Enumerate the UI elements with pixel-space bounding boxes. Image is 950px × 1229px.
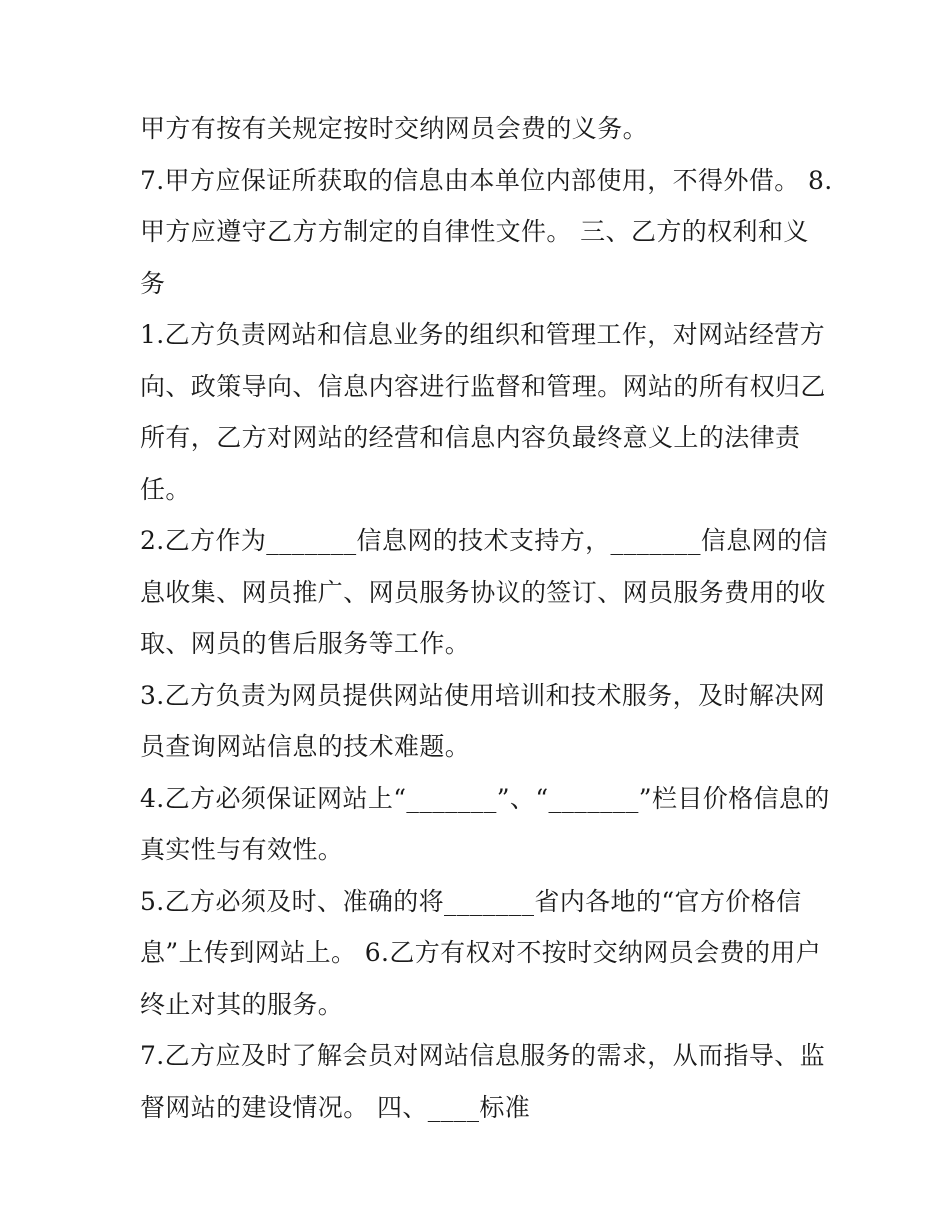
text-line: 取、网员的售后服务等工作。 — [140, 629, 471, 658]
text-line: 务 — [140, 268, 166, 298]
text-line: 7.乙方应及时了解会员对网站信息服务的需求，从而指导、监 — [140, 1041, 826, 1070]
text-line: 4.乙方必须保证网站上“_______”、“_______”栏目价格信息的 — [140, 783, 830, 813]
text-line: 督网站的建设情况。 四、____标准 — [140, 1092, 531, 1122]
text-line: 甲方应遵守乙方方制定的自律性文件。 三、乙方的权利和义 — [140, 217, 809, 246]
text-line: 向、政策导向、信息内容进行监督和管理。网站的所有权归乙 — [140, 371, 826, 401]
text-line: 终止对其的服务。 — [140, 989, 344, 1019]
text-line: 任。 — [140, 474, 191, 504]
text-line: 5.乙方必须及时、准确的将_______省内各地的“官方价格信 — [140, 886, 802, 916]
text-line: 7.甲方应保证所获取的信息由本单位内部使用，不得外借。 8. — [140, 165, 833, 195]
text-line: 息”上传到网站上。 6.乙方有权对不按时交纳网员会费的用户 — [140, 938, 822, 967]
document-body — [140, 103, 833, 1133]
text-line: 3.乙方负责为网员提供网站使用培训和技术服务，及时解决网 — [140, 680, 826, 710]
text-line: 息收集、网员推广、网员服务协议的签订、网员服务费用的收 — [140, 577, 826, 607]
text-line: 2.乙方作为_______信息网的技术支持方，_______信息网的信 — [140, 526, 828, 555]
text-line: 所有，乙方对网站的经营和信息内容负最终意义上的法律责 — [140, 423, 801, 452]
text-line: 真实性与有效性。 — [140, 835, 344, 864]
text-line: 员查询网站信息的技术难题。 — [140, 732, 471, 761]
text-line: 1.乙方负责网站和信息业务的组织和管理工作，对网站经营方 — [140, 320, 826, 349]
text-line: 甲方有按有关规定按时交纳网员会费的义务。 — [140, 114, 649, 143]
